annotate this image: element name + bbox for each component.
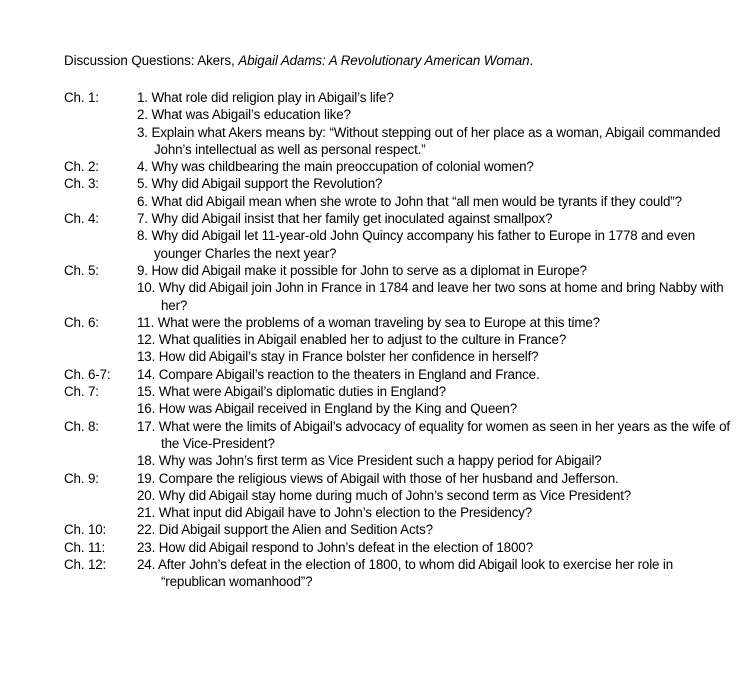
question-row-24 — [64, 556, 734, 591]
question-6: 6. What did Abigail mean when she wrote to John that “all men would be tyrants if they could”? — [137, 193, 682, 209]
question-row-12 — [64, 331, 734, 348]
question-19: 19. Compare the religious views of Abigail with those of her husband and Jefferson. — [137, 470, 619, 486]
question-row-3 — [64, 124, 734, 159]
chapter-label: Ch. 1: — [64, 90, 99, 105]
question-5: 5. Why did Abigail support the Revolution? — [137, 176, 383, 192]
question-21: 21. What input did Abigail have to John’s election to the Presidency? — [137, 505, 533, 521]
question-4: 4. Why was childbearing the main preoccupation of colonial women? — [137, 159, 534, 175]
question-row-17 — [64, 418, 734, 453]
chapter-label: Ch. 11: — [64, 539, 106, 555]
question-row-19 — [64, 470, 734, 487]
chapter-label: Ch. 10: — [64, 522, 107, 538]
question-row-14 — [64, 366, 734, 383]
question-row-11 — [64, 314, 734, 331]
question-list — [64, 89, 734, 591]
question-22: 22. Did Abigail support the Alien and Sedition Acts? — [137, 522, 433, 538]
chapter-label: Ch. 9: — [64, 470, 99, 486]
question-11: 11. What were the problems of a woman traveling by sea to Europe at this time? — [137, 314, 600, 330]
chapter-label: Ch. 6: — [64, 314, 99, 330]
title-prefix: Discussion Questions: Akers, — [64, 53, 239, 68]
question-row-4 — [64, 158, 734, 175]
question-row-21 — [64, 504, 734, 521]
question-16: 16. How was Abigail received in England by the King and Queen? — [137, 401, 518, 417]
question-row-20 — [64, 487, 734, 504]
document-page — [64, 52, 734, 591]
question-row-16 — [64, 400, 734, 417]
question-row-13 — [64, 348, 734, 365]
question-row-1 — [64, 89, 734, 106]
question-row-2 — [64, 106, 734, 123]
chapter-label: Ch. 4: — [64, 211, 99, 227]
title-suffix: . — [529, 53, 534, 68]
question-8: 8. Why did Abigail let 11-year-old John Quincy accompany his father to Europe in 1778 and even younger Charles the next year? — [137, 228, 696, 261]
question-row-9 — [64, 262, 734, 279]
question-row-8 — [64, 227, 734, 262]
question-row-15 — [64, 383, 734, 400]
question-17: 17. What were the limits of Abigail’s advocacy of equality for women as seen in her years as the wife of the Vice-President? — [137, 418, 730, 451]
question-row-23 — [64, 539, 734, 556]
question-13: 13. How did Abigail’s stay in France bolster her confidence in herself? — [137, 349, 539, 365]
question-14: 14. Compare Abigail’s reaction to the theaters in England and France. — [137, 366, 540, 382]
question-10: 10. Why did Abigail join John in France in 1784 and leave her two sons at home and bring Nabby with her? — [137, 280, 724, 313]
question-3: 3. Explain what Akers means by: “Without stepping out of her place as a woman, Abigail commanded John’s intellectual as well as personal respect.” — [137, 124, 721, 157]
chapter-label: Ch. 12: — [64, 557, 107, 573]
question-row-22 — [64, 521, 734, 538]
question-row-5 — [64, 175, 734, 192]
chapter-label: Ch. 3: — [64, 176, 99, 192]
page-title — [64, 52, 734, 70]
book-title: Abigail Adams: A Revolutionary American Woman — [238, 53, 530, 68]
question-row-10 — [64, 279, 734, 314]
question-row-6 — [64, 193, 734, 210]
chapter-label: Ch. 7: — [64, 384, 99, 400]
question-row-7 — [64, 210, 734, 227]
question-7: 7. Why did Abigail insist that her family get inoculated against smallpox? — [137, 211, 553, 227]
question-9: 9. How did Abigail make it possible for John to serve as a diplomat in Europe? — [137, 262, 587, 278]
chapter-label: Ch. 8: — [64, 418, 99, 434]
question-24: 24. After John’s defeat in the election of 1800, to whom did Abigail look to exercise her role in “republican womanhood”? — [137, 557, 674, 590]
chapter-label: Ch. 5: — [64, 262, 99, 278]
chapter-label: Ch. 2: — [64, 159, 99, 175]
question-1: 1. What role did religion play in Abigail’s life? — [137, 90, 394, 105]
question-23: 23. How did Abigail respond to John’s defeat in the election of 1800? — [137, 539, 533, 555]
question-2: 2. What was Abigail’s education like? — [137, 107, 351, 123]
question-15: 15. What were Abigail’s diplomatic duties in England? — [137, 384, 446, 400]
question-20: 20. Why did Abigail stay home during much of John’s second term as Vice President? — [137, 487, 632, 503]
chapter-label: Ch. 6-7: — [64, 366, 111, 382]
question-12: 12. What qualities in Abigail enabled her to adjust to the culture in France? — [137, 332, 567, 348]
question-row-18 — [64, 452, 734, 469]
question-18: 18. Why was John’s first term as Vice President such a happy period for Abigail? — [137, 453, 602, 469]
